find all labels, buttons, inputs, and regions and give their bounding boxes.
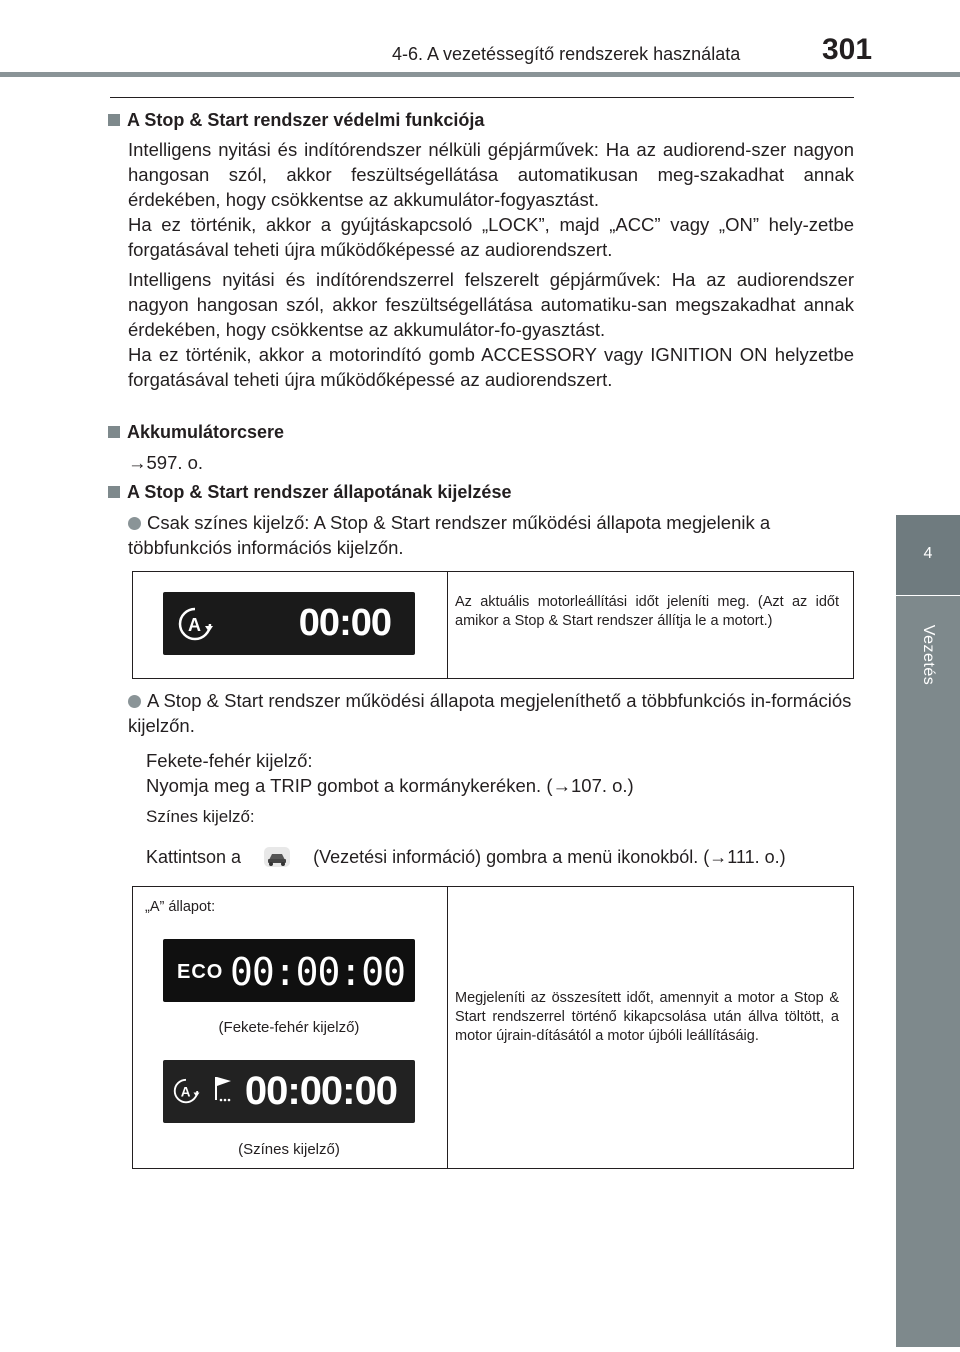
- square-bullet-icon: [108, 114, 120, 126]
- stop-start-a-icon: [171, 1076, 201, 1106]
- chapter-tab: [896, 515, 960, 595]
- header-divider: [0, 72, 960, 77]
- bw-caption: (Fekete-fehér kijelző): [218, 1019, 360, 1036]
- section-heading: A Stop & Start rendszer védelmi funkciója: [108, 110, 484, 131]
- bullet-item: A Stop & Start rendszer működési állapota megjeleníthető a többfunkciós in-formációs kijelzőn.: [128, 690, 852, 736]
- stop-time-value: 00:00: [298, 602, 391, 644]
- svg-text:A: A: [188, 615, 201, 635]
- content-top-rule: [110, 97, 854, 98]
- table-stop-time: [132, 571, 854, 679]
- bw-time-value: 00:00:00: [229, 950, 405, 994]
- section-heading: Akkumulátorcsere: [108, 422, 284, 443]
- table-description: Az aktuális motorleállítási időt jeleníti meg. (Azt az időt amikor a Stop & Start rendszer állítja le a motort.): [455, 594, 839, 629]
- eco-label: ECO: [177, 961, 224, 983]
- table-description: Megjeleníti az összesített időt, amennyit a motor a Stop & Start rendszerrel történő kikapcsolása után állva töltött, a motor újrain-dításától a motor újbóli leállításáig.: [455, 990, 839, 1044]
- circle-bullet-icon: [128, 695, 141, 708]
- table-divider: [447, 887, 448, 1168]
- driving-info-icon: [246, 848, 308, 868]
- paragraph: Intelligens nyitási és indítórendszer nélküli gépjárművek: Ha az audiorend-szer nagyon hangosan szól, akkor feszültségellátása automatikusan meg-szakadhat annak érdekében, hogy csökkentse az akkumulátor-fogyasztást. Ha ez történik, akkor a gyújtáskapcsoló „LOCK”, majd „ACC” vagy „ON” hely-zetbe forgatásával teheti újra működőképessé az audiorendszert.: [128, 139, 854, 260]
- state-label: „A” állapot:: [145, 899, 216, 915]
- paragraph: Színes kijelző:: [146, 807, 255, 826]
- table-a-state: [132, 886, 854, 1169]
- stop-start-a-icon: [175, 604, 215, 644]
- section-header-title: 4-6. A vezetéssegítő rendszerek használata: [392, 44, 741, 64]
- color-time-value: 00:00:00: [244, 1069, 397, 1113]
- color-display-image: [163, 1060, 415, 1123]
- square-bullet-icon: [108, 426, 120, 438]
- chapter-label-text: Vezetés: [920, 624, 937, 686]
- svg-text:A: A: [180, 1084, 191, 1100]
- bullet-item: Csak színes kijelző: A Stop & Start rendszer működési állapota megjelenik a többfunkciós információs kijelzőn.: [128, 512, 771, 558]
- page-reference: →597. o.: [128, 452, 204, 473]
- flag-icon: [213, 1074, 235, 1104]
- display-image: [163, 592, 415, 655]
- paragraph: Fekete-fehér kijelző: Nyomja meg a TRIP gombot a kormánykeréken. (→107. o.): [146, 750, 634, 796]
- chapter-tab-body: [896, 596, 960, 1347]
- square-bullet-icon: [108, 486, 120, 498]
- circle-bullet-icon: [128, 517, 141, 530]
- bw-display-image: [163, 939, 415, 1002]
- page-number: 301: [822, 33, 873, 66]
- paragraph: Intelligens nyitási és indítórendszerrel felszerelt gépjárművek: Ha az audiorendszer nagyon hangosan szól, akkor feszültségellátása automatiku-san megszakadhat annak érdekében, hogy csökkentse az akkumulátor-fo-gyasztást. Ha ez történik, akkor a motorindító gomb ACCESSORY vagy IGNITION ON helyzetbe forgatásával teheti újra működőképessé az audiorendszert.: [128, 269, 854, 390]
- chapter-label: [897, 624, 937, 686]
- paragraph: Kattintson a (Vezetési információ) gombra a menü ikonokból. (→111. o.): [146, 847, 786, 867]
- table-divider: [447, 572, 448, 678]
- color-caption: (Színes kijelző): [238, 1141, 340, 1158]
- chapter-number: 4: [923, 545, 933, 562]
- section-heading: A Stop & Start rendszer állapotának kijelzése: [108, 482, 511, 503]
